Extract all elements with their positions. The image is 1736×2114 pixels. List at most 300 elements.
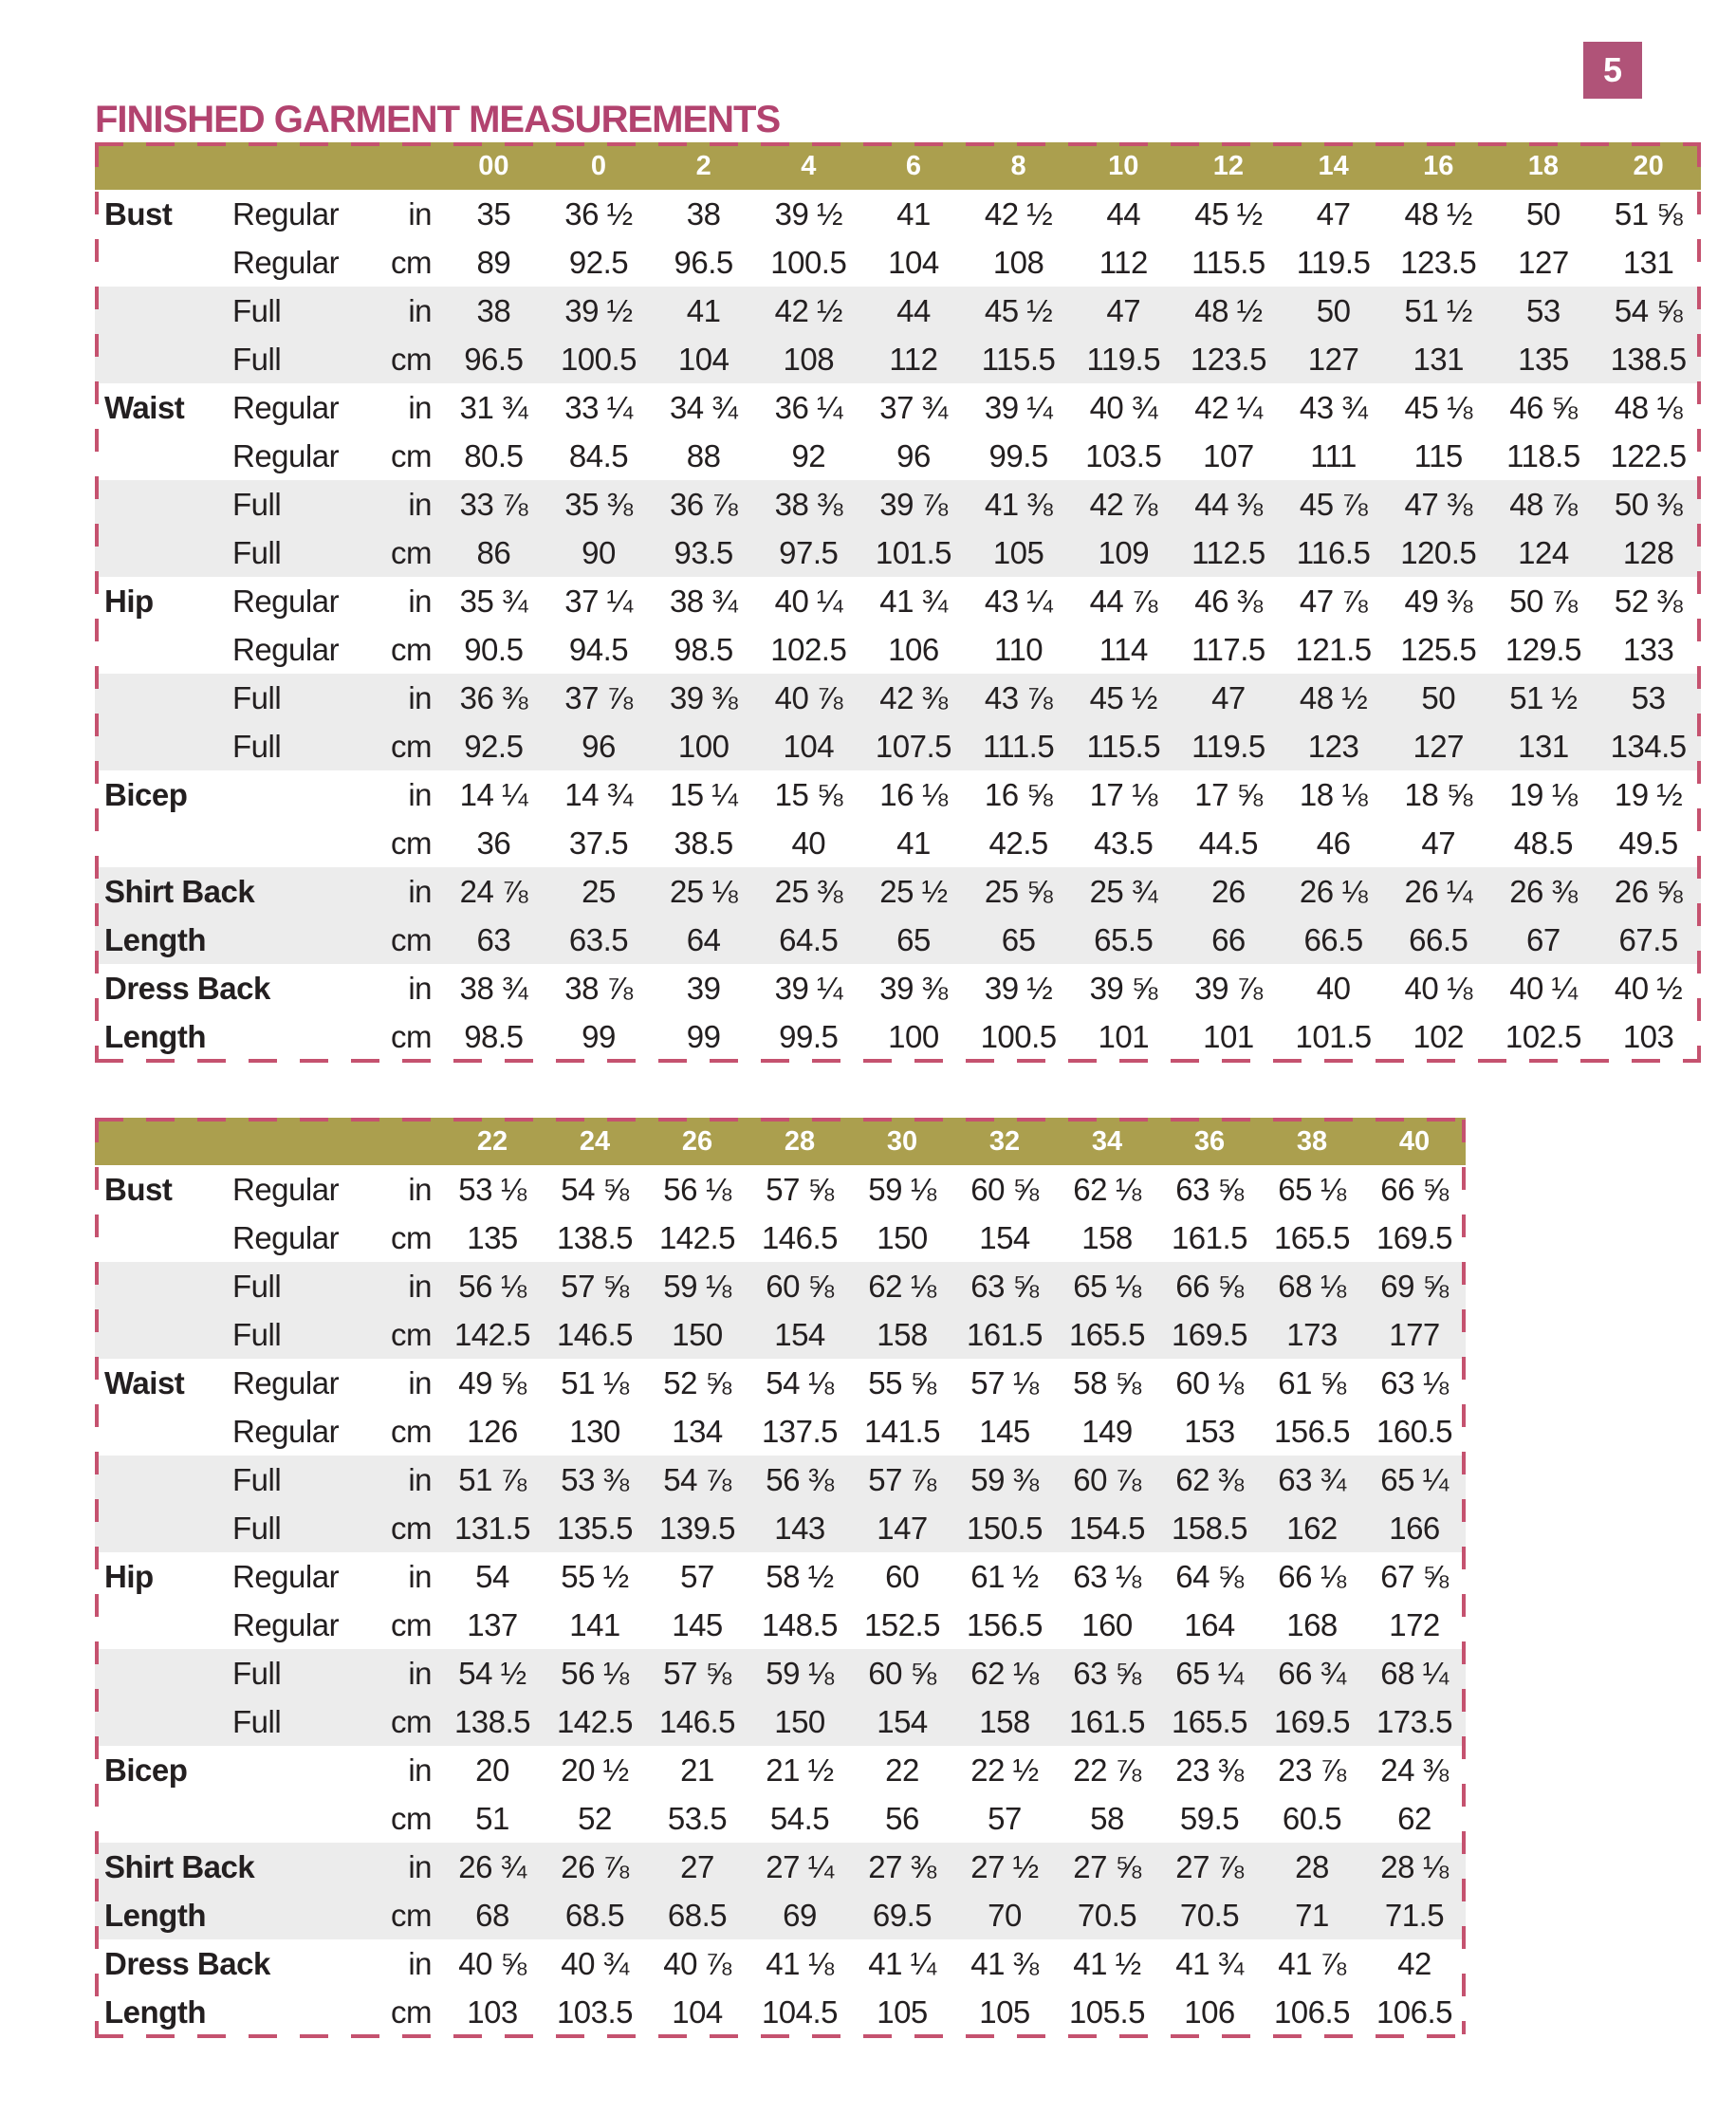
measurement-value-cell: 63 ⅝ (1056, 1649, 1158, 1697)
measurement-value-cell: 124 (1491, 528, 1597, 577)
measurement-value-cell: 56 ⅜ (748, 1456, 851, 1504)
size-header-cell: 12 (1176, 142, 1282, 190)
size-header-cell: 4 (756, 142, 861, 190)
measurement-value-cell: 127 (1386, 722, 1491, 770)
row-label (95, 1456, 232, 1504)
unit-label: cm (391, 244, 432, 280)
measurement-value-cell: 25 ½ (861, 867, 967, 916)
fit-label: Regular (232, 1364, 340, 1400)
measurement-value-cell: 164 (1184, 1606, 1235, 1642)
measurement-value-cell: 62 ⅜ (1158, 1456, 1261, 1504)
measurement-value-cell: 99.5 (988, 437, 1048, 473)
measurement-value-cell: 42 ½ (756, 287, 861, 335)
fit-label: Regular (232, 1219, 340, 1255)
measurement-value-cell: 134.5 (1596, 722, 1701, 770)
measurement-value-cell: 36 ¼ (774, 389, 842, 425)
measurement-value-cell: 63.5 (546, 916, 652, 964)
row-label (95, 1407, 232, 1456)
fit-label: Regular (232, 1171, 340, 1207)
measurement-row (95, 190, 1701, 238)
measurement-value-cell: 104 (756, 722, 861, 770)
measurement-value-cell: 38 ¾ (669, 583, 738, 619)
row-label (95, 528, 232, 577)
measurement-value-cell: 129.5 (1505, 631, 1581, 667)
measurement-value-cell: 102.5 (1505, 1018, 1581, 1054)
measurement-value-cell: 47 (1421, 825, 1456, 861)
measurement-row (95, 1601, 1466, 1649)
measurement-value-cell: 104 (672, 1993, 723, 2030)
measurement-value-cell: 86 (441, 528, 546, 577)
measurement-value-cell: 51 ⅞ (441, 1456, 544, 1504)
measurement-value-cell: 47 (1071, 287, 1176, 335)
measurement-value-cell: 104 (888, 244, 939, 280)
measurement-value-cell: 41 ⅞ (1278, 1945, 1346, 1981)
measurement-value-cell: 109 (1071, 528, 1176, 577)
measurement-value-cell: 135 (467, 1219, 518, 1255)
measurement-row (95, 1165, 1466, 1214)
fit-label: Regular (232, 1413, 340, 1449)
measurement-value-cell: 150 (748, 1697, 851, 1746)
measurement-value-cell: 15 ¼ (669, 776, 738, 812)
measurement-value-cell: 99.5 (779, 1018, 839, 1054)
measurement-row (95, 1456, 1466, 1504)
measurement-value-cell: 27 ¼ (748, 1843, 851, 1891)
measurement-value-cell: 51 ½ (1491, 674, 1597, 722)
row-label (95, 1601, 232, 1649)
row-label: Length (104, 1993, 206, 2030)
measurement-value-cell: 55 ½ (561, 1558, 629, 1594)
measurement-value-cell: 56 ⅛ (544, 1649, 646, 1697)
measurement-value-cell: 88 (686, 437, 721, 473)
measurement-value-cell: 37 ¾ (879, 389, 948, 425)
fit-label: Full (232, 1649, 384, 1697)
measurement-value-cell: 93.5 (651, 528, 756, 577)
measurement-value-cell: 156.5 (1273, 1413, 1351, 1449)
measurement-value-cell: 23 ⅜ (1175, 1752, 1244, 1788)
measurement-value-cell: 59.5 (1179, 1800, 1240, 1836)
measurement-value-cell: 64 (651, 916, 756, 964)
measurement-value-cell: 150 (877, 1219, 928, 1255)
measurement-value-cell: 147 (851, 1504, 953, 1552)
measurement-value-cell: 66 ¾ (1261, 1649, 1363, 1697)
measurement-value-cell: 26 ¾ (441, 1843, 544, 1891)
measurement-value-cell: 112.5 (1176, 528, 1282, 577)
measurement-value-cell: 54 (475, 1558, 509, 1594)
measurement-value-cell: 39 (686, 970, 721, 1006)
measurement-value-cell: 67 ⅝ (1380, 1558, 1449, 1594)
measurement-value-cell: 40 (1316, 970, 1351, 1006)
measurement-value-cell: 42 (1397, 1945, 1431, 1981)
measurement-row (95, 432, 1701, 480)
measurement-value-cell: 18 ⅝ (1404, 776, 1472, 812)
measurement-value-cell: 67.5 (1596, 916, 1701, 964)
measurement-value-cell: 48.5 (1513, 825, 1573, 861)
measurement-value-cell: 102.5 (770, 631, 847, 667)
measurement-value-cell: 53.5 (667, 1800, 728, 1836)
measurement-value-cell: 47 ⅜ (1386, 480, 1491, 528)
measurement-row (95, 674, 1701, 722)
measurement-value-cell: 40 ⅞ (663, 1945, 731, 1981)
measurement-value-cell: 36 ½ (564, 195, 633, 232)
measurement-value-cell: 14 ¾ (564, 776, 633, 812)
measurement-value-cell: 158 (1081, 1219, 1133, 1255)
measurement-value-cell: 49 ⅝ (458, 1364, 526, 1400)
measurement-value-cell: 96 (896, 437, 931, 473)
measurement-value-cell: 177 (1363, 1310, 1466, 1359)
measurement-value-cell: 103 (467, 1993, 518, 2030)
measurement-row (95, 1794, 1466, 1843)
measurement-value-cell: 63 ⅝ (1175, 1171, 1244, 1207)
measurement-value-cell: 137 (467, 1606, 518, 1642)
measurement-value-cell: 90 (546, 528, 652, 577)
measurement-value-cell: 161.5 (953, 1310, 1056, 1359)
unit-label: in (384, 1456, 441, 1504)
measurement-value-cell: 26 ⅝ (1596, 867, 1701, 916)
measurement-value-cell: 130 (569, 1413, 620, 1449)
size-header-cell: 18 (1491, 142, 1597, 190)
measurement-value-cell: 68.5 (544, 1891, 646, 1939)
measurement-value-cell: 101 (1098, 1018, 1150, 1054)
measurement-value-cell: 156.5 (966, 1606, 1043, 1642)
size-header-cell: 16 (1386, 142, 1491, 190)
measurement-value-cell: 39 ⅜ (651, 674, 756, 722)
unit-label: in (384, 1843, 441, 1891)
measurement-value-cell: 52 ⅜ (1614, 583, 1683, 619)
measurement-value-cell: 27 ⅝ (1056, 1843, 1158, 1891)
measurement-value-cell: 45 ½ (1071, 674, 1176, 722)
measurement-value-cell: 31 ¾ (459, 389, 528, 425)
unit-label: in (408, 389, 432, 425)
measurement-row (95, 625, 1701, 674)
measurement-value-cell: 40 ¼ (1509, 970, 1578, 1006)
measurement-value-cell: 125.5 (1400, 631, 1477, 667)
measurement-value-cell: 146.5 (761, 1219, 839, 1255)
measurement-value-cell: 43.5 (1094, 825, 1154, 861)
measurement-value-cell: 54 ⅛ (766, 1364, 834, 1400)
fit-label: Full (232, 287, 384, 335)
size-header-cell: 8 (966, 142, 1071, 190)
measurement-value-cell: 50 (1526, 195, 1561, 232)
row-label (95, 819, 384, 867)
measurement-value-cell: 150 (646, 1310, 748, 1359)
measurement-value-cell: 36 ⅞ (651, 480, 756, 528)
measurements-table (95, 142, 1701, 1061)
size-header-cell: 32 (953, 1118, 1056, 1165)
measurement-row (95, 1649, 1466, 1697)
measurement-value-cell: 97.5 (756, 528, 861, 577)
measurement-value-cell: 106 (888, 631, 939, 667)
row-label: Bicep (104, 776, 188, 812)
fit-label: Full (232, 1697, 384, 1746)
measurement-value-cell: 40 (791, 825, 826, 861)
measurement-value-cell: 51 (475, 1800, 509, 1836)
measurement-value-cell: 111.5 (966, 722, 1071, 770)
measurement-value-cell: 172 (1389, 1606, 1440, 1642)
fit-label: Regular (232, 437, 340, 473)
measurement-value-cell: 65 ¼ (1158, 1649, 1261, 1697)
measurement-value-cell: 62 ⅛ (851, 1262, 953, 1310)
row-label (95, 432, 232, 480)
measurement-value-cell: 41 ⅜ (966, 480, 1071, 528)
measurement-value-cell: 63 ⅝ (953, 1262, 1056, 1310)
measurement-row (95, 1697, 1466, 1746)
measurement-row (95, 528, 1701, 577)
unit-label: in (408, 583, 432, 619)
measurement-value-cell: 26 ⅛ (1281, 867, 1386, 916)
measurement-value-cell: 17 ⅛ (1089, 776, 1157, 812)
measurement-value-cell: 126 (467, 1413, 518, 1449)
measurement-value-cell: 55 ⅝ (868, 1364, 936, 1400)
measurement-value-cell: 41 ¾ (1175, 1945, 1244, 1981)
measurement-value-cell: 138.5 (556, 1219, 634, 1255)
measurement-value-cell: 96.5 (441, 335, 546, 383)
measurement-value-cell: 68.5 (646, 1891, 748, 1939)
measurement-value-cell: 84.5 (568, 437, 629, 473)
measurement-value-cell: 94.5 (568, 631, 629, 667)
measurement-value-cell: 101.5 (861, 528, 967, 577)
measurement-value-cell: 25 ¾ (1071, 867, 1176, 916)
measurement-value-cell: 142.5 (658, 1219, 736, 1255)
measurement-value-cell: 119.5 (1176, 722, 1282, 770)
fit-label: Full (232, 480, 384, 528)
finished-garment-table-sizes-00-20 (95, 142, 1701, 1061)
measurement-value-cell: 104.5 (761, 1993, 839, 2030)
measurement-value-cell: 25 ⅜ (756, 867, 861, 916)
row-label (95, 1649, 232, 1697)
measurement-value-cell: 162 (1261, 1504, 1363, 1552)
measurement-value-cell: 21 (680, 1752, 714, 1788)
measurement-value-cell: 58 ⅝ (1073, 1364, 1141, 1400)
measurement-value-cell: 131 (1386, 335, 1491, 383)
measurement-value-cell: 104 (651, 335, 756, 383)
unit-label: cm (391, 1606, 432, 1642)
measurement-value-cell: 119.5 (1071, 335, 1176, 383)
measurement-value-cell: 41 ¼ (868, 1945, 936, 1981)
measurement-value-cell: 119.5 (1296, 244, 1371, 280)
measurement-value-cell: 40 ¾ (561, 1945, 629, 1981)
measurement-value-cell: 43 ¾ (1299, 389, 1368, 425)
measurement-value-cell: 17 ⅝ (1194, 776, 1263, 812)
measurement-rows (95, 190, 1701, 1061)
measurement-value-cell: 15 ⅝ (774, 776, 842, 812)
page-number-badge: 5 (1583, 42, 1642, 99)
measurement-value-cell: 173.5 (1363, 1697, 1466, 1746)
fit-label: Full (232, 335, 384, 383)
finished-garment-table-sizes-22-40 (95, 1118, 1466, 2036)
fit-label: Regular (232, 389, 340, 425)
measurement-value-cell: 63 (441, 916, 546, 964)
measurement-value-cell: 98.5 (464, 1018, 524, 1054)
measurement-value-cell: 56 ⅛ (663, 1171, 731, 1207)
size-header-cell: 38 (1261, 1118, 1363, 1165)
measurement-value-cell: 160.5 (1376, 1413, 1453, 1449)
measurement-value-cell: 26 ⅞ (544, 1843, 646, 1891)
measurement-value-cell: 40 ¼ (774, 583, 842, 619)
measurement-value-cell: 100.5 (546, 335, 652, 383)
unit-label: cm (384, 1310, 441, 1359)
measurement-value-cell: 27 ½ (953, 1843, 1056, 1891)
measurement-value-cell: 48 ½ (1176, 287, 1282, 335)
measurement-value-cell: 57 ⅛ (970, 1364, 1039, 1400)
row-label (95, 1262, 232, 1310)
measurement-value-cell: 60 ⅝ (851, 1649, 953, 1697)
measurement-value-cell: 22 ⅞ (1073, 1752, 1141, 1788)
measurement-row (95, 770, 1701, 819)
measurement-value-cell: 135.5 (544, 1504, 646, 1552)
measurement-value-cell: 26 ¼ (1386, 867, 1491, 916)
measurement-value-cell: 145 (672, 1606, 723, 1642)
row-label: Bicep (104, 1752, 188, 1788)
measurement-value-cell: 145 (979, 1413, 1030, 1449)
fit-label: Full (232, 1262, 384, 1310)
measurement-value-cell: 59 ⅛ (868, 1171, 936, 1207)
measurement-value-cell: 100.5 (770, 244, 847, 280)
measurement-row (95, 867, 1701, 916)
measurement-value-cell: 138.5 (441, 1697, 544, 1746)
measurement-value-cell: 51 ⅝ (1614, 195, 1683, 232)
unit-label: cm (384, 1891, 441, 1939)
row-label (95, 287, 232, 335)
unit-label: in (408, 970, 432, 1006)
measurement-value-cell: 44 (861, 287, 967, 335)
measurement-value-cell: 47 (1316, 195, 1351, 232)
unit-label: cm (391, 1800, 432, 1836)
size-header-cell: 10 (1071, 142, 1176, 190)
measurement-value-cell: 59 ⅛ (748, 1649, 851, 1697)
measurement-value-cell: 106.5 (1273, 1993, 1351, 2030)
measurement-value-cell: 100 (888, 1018, 939, 1054)
measurement-value-cell: 61 ⅝ (1278, 1364, 1346, 1400)
measurement-value-cell: 158 (953, 1697, 1056, 1746)
unit-label: cm (384, 1697, 441, 1746)
measurement-value-cell: 54.5 (769, 1800, 830, 1836)
unit-label: cm (384, 722, 441, 770)
measurement-value-cell: 43 ⅞ (966, 674, 1071, 722)
measurement-value-cell: 166 (1363, 1504, 1466, 1552)
measurement-value-cell: 105.5 (1068, 1993, 1146, 2030)
unit-label: cm (384, 335, 441, 383)
measurement-row (95, 819, 1701, 867)
measurement-row (95, 722, 1701, 770)
row-label: Length (104, 1018, 206, 1054)
measurement-value-cell: 60 ⅛ (1175, 1364, 1244, 1400)
measurement-value-cell: 44.5 (1198, 825, 1259, 861)
row-label: Shirt Back (95, 867, 384, 916)
row-label (95, 238, 232, 287)
unit-label: cm (384, 1504, 441, 1552)
measurement-value-cell: 42 ½ (984, 195, 1053, 232)
measurement-value-cell: 139.5 (646, 1504, 748, 1552)
measurement-value-cell: 60 (885, 1558, 919, 1594)
measurement-value-cell: 103.5 (556, 1993, 634, 2030)
measurement-value-cell: 50 (1281, 287, 1386, 335)
measurement-value-cell: 71.5 (1363, 1891, 1466, 1939)
measurement-value-cell: 169.5 (1158, 1310, 1261, 1359)
measurement-value-cell: 154.5 (1056, 1504, 1158, 1552)
measurement-value-cell: 114 (1099, 631, 1148, 667)
measurement-value-cell: 54 ⅝ (1596, 287, 1701, 335)
measurement-value-cell: 98.5 (674, 631, 733, 667)
size-header-cell: 34 (1056, 1118, 1158, 1165)
size-header-row (95, 142, 1701, 190)
measurements-table (95, 1118, 1466, 2036)
row-label (95, 1310, 232, 1359)
measurement-value-cell: 48 ⅞ (1491, 480, 1597, 528)
measurement-value-cell: 161.5 (1171, 1219, 1248, 1255)
measurement-value-cell: 38 (686, 195, 721, 232)
measurement-value-cell: 146.5 (544, 1310, 646, 1359)
measurement-value-cell: 45 ½ (1194, 195, 1263, 232)
measurement-value-cell: 102 (1413, 1018, 1465, 1054)
measurement-value-cell: 165.5 (1273, 1219, 1351, 1255)
measurement-value-cell: 115.5 (1071, 722, 1176, 770)
measurement-value-cell: 57 ⅝ (766, 1171, 834, 1207)
measurement-value-cell: 63 ⅛ (1380, 1364, 1449, 1400)
measurement-value-cell: 123.5 (1176, 335, 1282, 383)
measurement-value-cell: 66 ⅝ (1380, 1171, 1449, 1207)
measurement-value-cell: 57 ⅝ (646, 1649, 748, 1697)
measurement-value-cell: 96.5 (674, 244, 733, 280)
measurement-value-cell: 26 ⅜ (1491, 867, 1597, 916)
measurement-value-cell: 38 ⅜ (756, 480, 861, 528)
measurement-value-cell: 45 ½ (966, 287, 1071, 335)
measurement-row (95, 1552, 1466, 1601)
row-label: Hip (104, 1558, 154, 1594)
measurement-value-cell: 42.5 (988, 825, 1048, 861)
measurement-value-cell: 66.5 (1281, 916, 1386, 964)
measurement-row (95, 916, 1701, 964)
measurement-value-cell: 165.5 (1056, 1310, 1158, 1359)
measurement-value-cell: 46 ⅜ (1194, 583, 1263, 619)
measurement-value-cell: 36 (476, 825, 511, 861)
measurement-row (95, 1407, 1466, 1456)
measurement-value-cell: 100.5 (980, 1018, 1057, 1054)
measurement-value-cell: 66 (1176, 916, 1282, 964)
measurement-value-cell: 61 ½ (970, 1558, 1039, 1594)
measurement-value-cell: 103.5 (1085, 437, 1162, 473)
row-label (95, 480, 232, 528)
measurement-value-cell: 45 ⅞ (1281, 480, 1386, 528)
measurement-value-cell: 41 ⅛ (766, 1945, 834, 1981)
fit-label: Regular (232, 195, 340, 232)
row-label: Shirt Back (95, 1843, 384, 1891)
measurement-value-cell: 52 ⅝ (663, 1364, 731, 1400)
measurement-value-cell: 173 (1261, 1310, 1363, 1359)
measurement-value-cell: 131.5 (441, 1504, 544, 1552)
measurement-value-cell: 50 ⅜ (1596, 480, 1701, 528)
measurement-value-cell: 46 (1316, 825, 1351, 861)
size-header-cell: 00 (441, 142, 546, 190)
measurement-value-cell: 42 ⅞ (1071, 480, 1176, 528)
size-header-cell: 0 (546, 142, 652, 190)
measurement-value-cell: 49 ⅜ (1404, 583, 1472, 619)
measurement-value-cell: 100 (651, 722, 756, 770)
unit-label: in (408, 1945, 432, 1981)
measurement-value-cell: 158.5 (1158, 1504, 1261, 1552)
measurement-value-cell: 53 ⅛ (458, 1171, 526, 1207)
measurement-value-cell: 57 (988, 1800, 1022, 1836)
unit-label: cm (391, 1219, 432, 1255)
measurement-value-cell: 107 (1203, 437, 1254, 473)
measurement-value-cell: 16 ⅝ (984, 776, 1053, 812)
unit-label: in (408, 1171, 432, 1207)
measurement-value-cell: 165.5 (1158, 1697, 1261, 1746)
measurement-value-cell: 35 (476, 195, 511, 232)
unit-label: in (384, 1649, 441, 1697)
measurement-value-cell: 37 ⅞ (546, 674, 652, 722)
measurement-value-cell: 89 (476, 244, 511, 280)
fit-label: Full (232, 674, 384, 722)
